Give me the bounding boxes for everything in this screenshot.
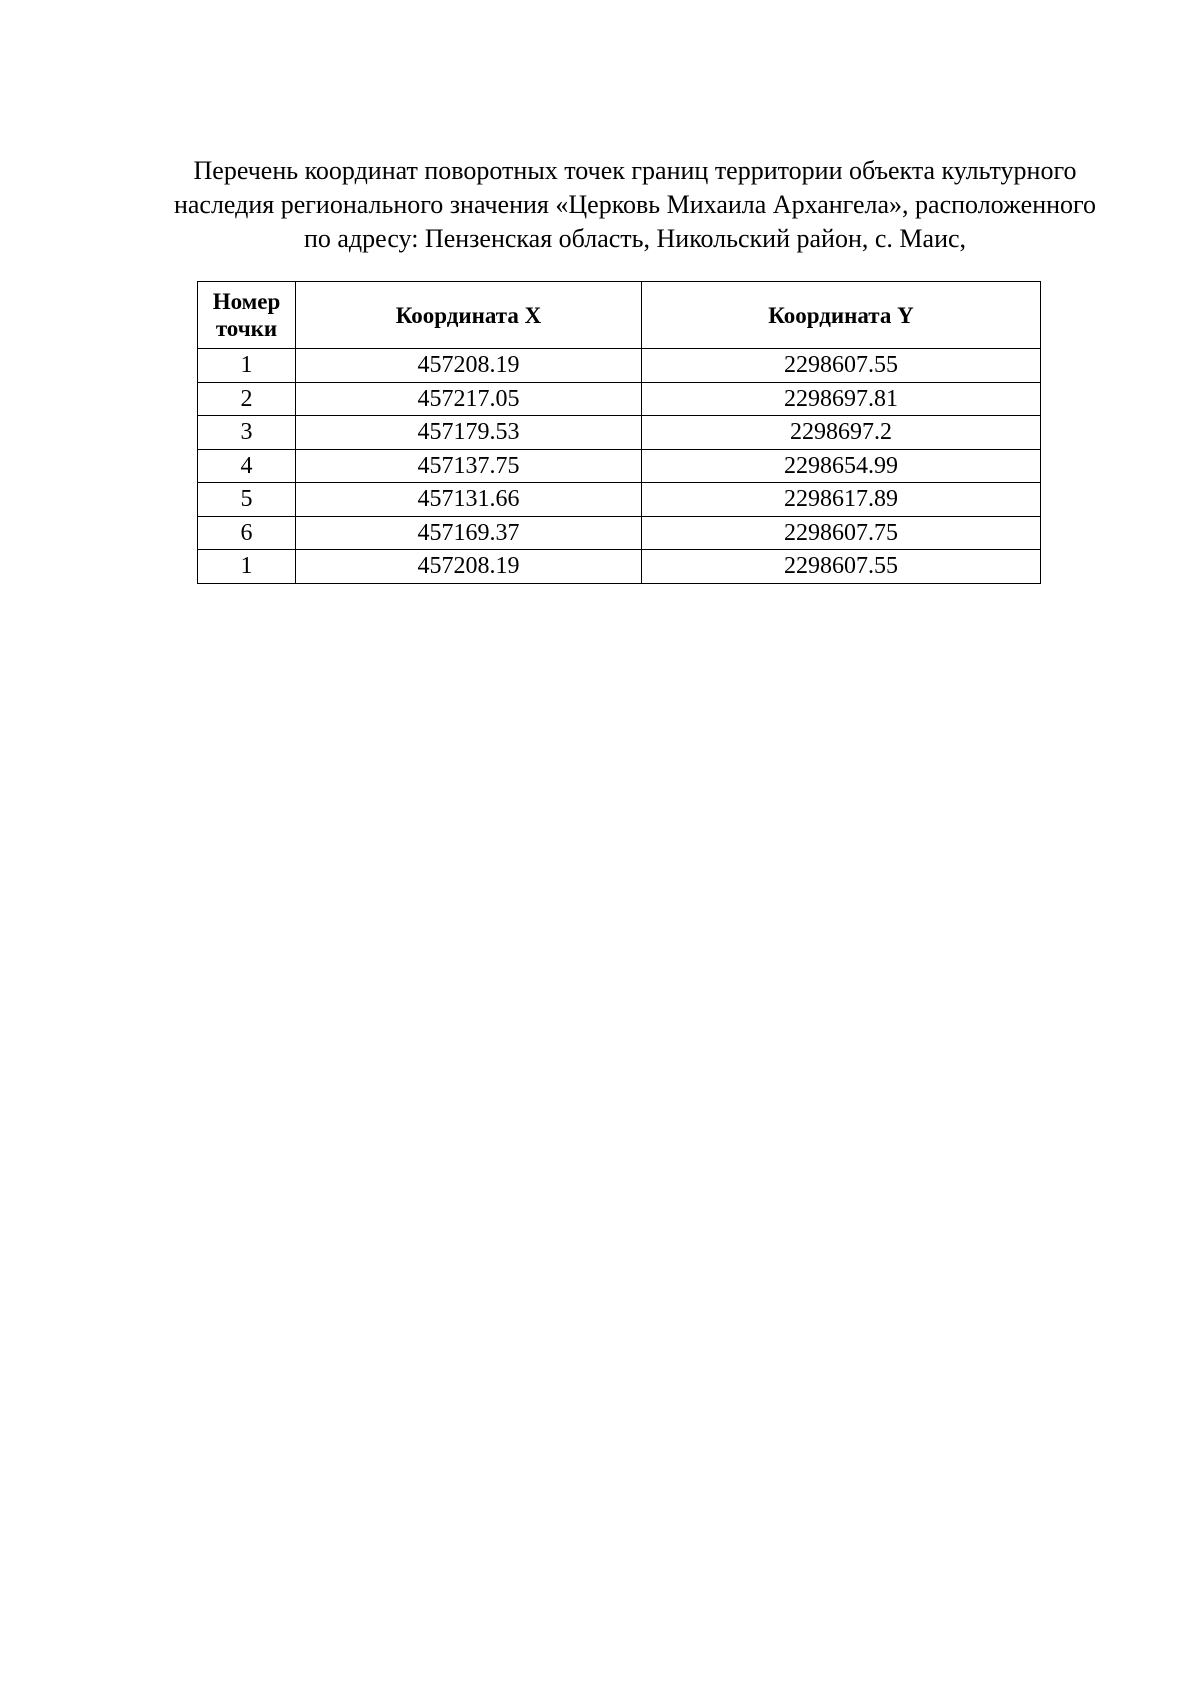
cell-x: 457208.19 bbox=[296, 550, 642, 584]
cell-y: 2298607.55 bbox=[642, 550, 1041, 584]
cell-x: 457169.37 bbox=[296, 516, 642, 550]
header-point-number-line1: Номер bbox=[212, 289, 281, 314]
cell-point: 6 bbox=[198, 516, 296, 550]
table-row bbox=[198, 416, 1041, 450]
title-line-3: по адресу: Пензенская область, Никольский район, с. Маис, bbox=[303, 224, 967, 253]
document-title bbox=[100, 154, 1170, 256]
cell-y: 2298697.81 bbox=[642, 382, 1041, 416]
header-coordinate-x: Координата X bbox=[296, 282, 642, 349]
cell-x: 457137.75 bbox=[296, 449, 642, 483]
title-line-1: Перечень координат поворотных точек границ территории объекта культурного bbox=[193, 156, 1077, 185]
cell-x: 457179.53 bbox=[296, 416, 642, 450]
cell-y: 2298654.99 bbox=[642, 449, 1041, 483]
cell-point: 2 bbox=[198, 382, 296, 416]
cell-point: 1 bbox=[198, 349, 296, 383]
cell-point: 3 bbox=[198, 416, 296, 450]
table-row bbox=[198, 382, 1041, 416]
cell-y: 2298607.55 bbox=[642, 349, 1041, 383]
cell-y: 2298607.75 bbox=[642, 516, 1041, 550]
table-row bbox=[198, 550, 1041, 584]
cell-y: 2298697.2 bbox=[642, 416, 1041, 450]
cell-x: 457131.66 bbox=[296, 483, 642, 517]
table-row bbox=[198, 516, 1041, 550]
cell-y: 2298617.89 bbox=[642, 483, 1041, 517]
table-row bbox=[198, 449, 1041, 483]
cell-point: 4 bbox=[198, 449, 296, 483]
table-row bbox=[198, 483, 1041, 517]
table-row bbox=[198, 349, 1041, 383]
cell-point: 5 bbox=[198, 483, 296, 517]
header-coordinate-y: Координата Y bbox=[642, 282, 1041, 349]
title-line-2: наследия регионального значения «Церковь Михаила Архангела», расположенного bbox=[173, 190, 1097, 219]
coordinates-table bbox=[197, 281, 1041, 584]
table-header-row bbox=[198, 282, 1041, 349]
header-point-number-line2: точки bbox=[215, 316, 278, 341]
cell-x: 457208.19 bbox=[296, 349, 642, 383]
cell-x: 457217.05 bbox=[296, 382, 642, 416]
header-point-number bbox=[198, 282, 296, 349]
cell-point: 1 bbox=[198, 550, 296, 584]
